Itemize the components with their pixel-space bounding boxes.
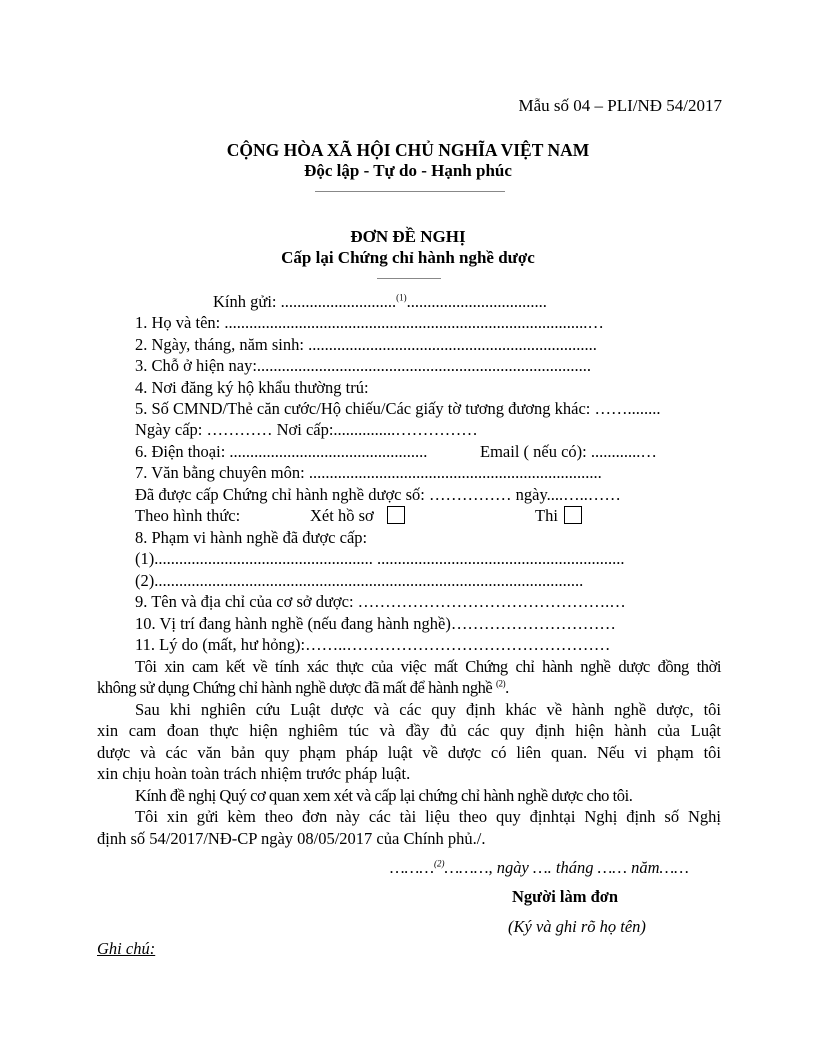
field-practice-scope-1: (1)..................................................... ............................................................ <box>135 549 625 568</box>
applicant-role: Người làm đơn <box>512 887 619 906</box>
signature-date <box>390 858 689 878</box>
field-birth-date: 2. Ngày, tháng, năm sinh: ...................................................................... <box>135 335 597 354</box>
recipient-line <box>213 292 547 312</box>
document-subtitle: Cấp lại Chứng chỉ hành nghề dược <box>281 248 535 267</box>
commitment-text: không sử dụng Chứng chỉ hành nghề dược đã mất để hành nghề <box>97 678 493 697</box>
request-line: Kính đề nghị Quý cơ quan xem xét và cấp lại chứng chỉ hành nghề dược cho tôi. <box>135 786 633 805</box>
note-label: Ghi chú: <box>97 939 156 958</box>
footnote-ref-1: (1) <box>396 292 407 303</box>
footnote-ref-3: (2) <box>434 858 445 869</box>
recipient-blank: .................................. <box>406 292 547 311</box>
pledge-line-1: Sau khi nghiên cứu Luật dược và các quy định khác về hành nghề dược, tôi <box>135 700 721 719</box>
option-dossier-label: Xét hồ sơ <box>310 506 374 525</box>
field-reason: 11. Lý do (mất, hư hỏng):……..………………………………………… <box>135 635 611 654</box>
pledge-line-3: dược và các văn bản quy phạm pháp luật về dược có liên quan. Nếu vi phạm tôi <box>97 743 721 762</box>
footnote-ref-2: (2) <box>495 678 506 689</box>
field-current-address: 3. Chỗ ở hiện nay:................................................................................. <box>135 356 592 375</box>
field-practice-position: 10. Vị trí đang hành nghề (nếu đang hành nghề)………………………… <box>135 614 616 633</box>
country-name: CỘNG HÒA XÃ HỘI CHỦ NGHĨA VIỆT NAM <box>226 140 590 160</box>
field-practice-scope-2: (2)........................................................................................................ <box>135 571 584 590</box>
field-degree: 7. Văn bằng chuyên môn: ....................................................................... <box>135 463 602 482</box>
field-registered-residence: 4. Nơi đăng ký hộ khẩu thường trú: <box>135 378 369 397</box>
option-dossier-checkbox[interactable] <box>387 506 405 524</box>
attachment-line-1: Tôi xin gửi kèm theo đơn này các tài liệu theo quy địnhtại Nghị định số Nghị <box>135 807 721 826</box>
field-practice-scope: 8. Phạm vi hành nghề đã được cấp: <box>135 528 368 547</box>
field-certificate-number: Đã được cấp Chứng chỉ hành nghề dược số: …………… ngày....…..…… <box>135 485 621 504</box>
commitment-line-1: Tôi xin cam kết về tính xác thực của việc mất Chứng chỉ hành nghề dược đồng thời <box>135 657 721 676</box>
title-underline <box>377 278 441 279</box>
recipient-label: Kính gửi: ............................ <box>213 292 397 311</box>
field-full-name: 1. Họ và tên: ........................................................................................… <box>135 313 604 332</box>
pledge-line-4: xin chịu hoàn toàn trách nhiệm trước pháp luật. <box>97 764 411 783</box>
signature-hint: (Ký và ghi rõ họ tên) <box>508 917 646 936</box>
field-pharmacy-facility: 9. Tên và địa chỉ của cơ sở dược: ……………………………………….… <box>135 592 626 611</box>
date-blank: ………, ngày …. tháng …… năm…… <box>444 858 689 877</box>
field-email: Email ( nếu có): ............… <box>480 442 657 461</box>
option-exam-checkbox[interactable] <box>564 506 582 524</box>
date-place-blank: ……… <box>390 858 435 877</box>
option-exam-label: Thi <box>535 506 558 525</box>
commitment-line-2: không sử dụng Chứng chỉ hành nghề dược đã mất để hành nghề $^{(2)}$. <box>97 678 509 697</box>
form-code: Mẫu số 04 – PLI/NĐ 54/2017 <box>518 96 722 115</box>
field-phone: 6. Điện thoại: ................................................ <box>135 442 428 461</box>
field-form-label: Theo hình thức: <box>135 506 241 525</box>
national-motto: Độc lập - Tự do - Hạnh phúc <box>304 161 512 180</box>
field-id-number: 5. Số CMND/Thẻ căn cước/Hộ chiếu/Các giấy tờ tương đương khác: ……........ <box>135 399 661 418</box>
pledge-line-2: xin cam đoan thực hiện nghiêm túc và đầy đủ các quy định hiện hành của Luật <box>97 721 721 740</box>
field-issue-info: Ngày cấp: ………… Nơi cấp:...............…………… <box>135 420 478 439</box>
document-title: ĐƠN ĐỀ NGHỊ <box>350 227 466 246</box>
motto-underline <box>315 191 505 192</box>
attachment-line-2: định số 54/2017/NĐ-CP ngày 08/05/2017 của Chính phủ./. <box>97 829 486 848</box>
